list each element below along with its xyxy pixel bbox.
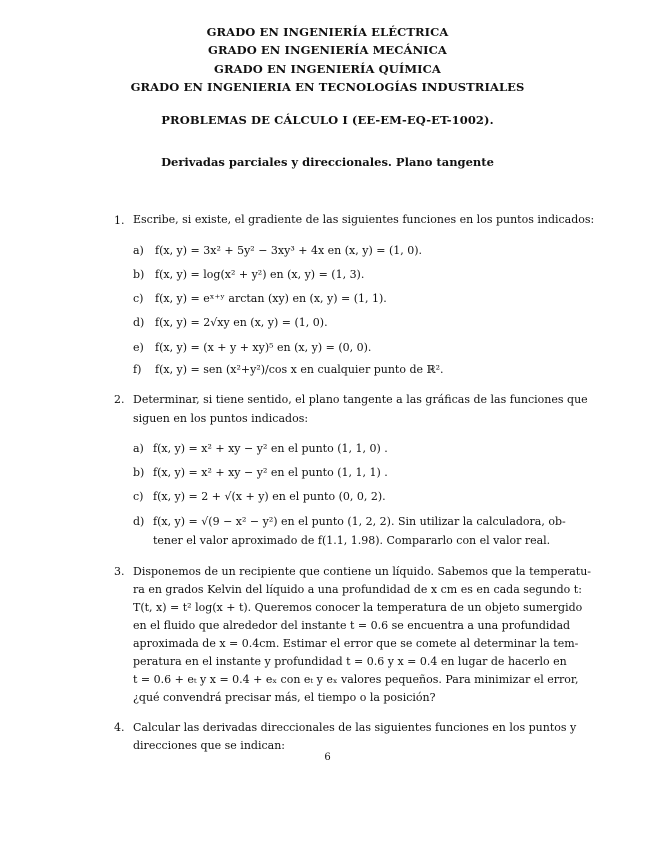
degree-title-4: GRADO EN INGENIERIA EN TECNOLOGÍAS INDUSTRIALES bbox=[130, 80, 525, 94]
problem-1-item-b-label: b) bbox=[133, 268, 145, 281]
problem-1-item-a: f(x, y) = 3x² + 5y² − 3xy³ + 4x en (x, y) = (1, 0). bbox=[155, 244, 423, 257]
degree-title-1: GRADO EN INGENIERÍA ELÉCTRICA bbox=[206, 25, 449, 39]
problem-2-item-a: f(x, y) = x² + xy − y² en el punto (1, 1, 0) . bbox=[153, 442, 388, 455]
problem-1-number: 1. bbox=[114, 214, 125, 227]
problem-1-item-c-label: c) bbox=[133, 292, 144, 305]
problem-3-line-7: t = 0.6 + eₜ y x = 0.4 + eₓ con eₜ y eₓ valores pequeños. Para minimizar el error, bbox=[133, 673, 579, 686]
problem-1-statement: Escribe, si existe, el gradiente de las siguientes funciones en los puntos indicados: bbox=[133, 213, 595, 226]
problem-2-item-d-line-1: f(x, y) = √(9 − x² − y²) en el punto (1, 2, 2). Sin utilizar la calculadora, ob- bbox=[153, 515, 566, 528]
problem-2-statement-line-2: siguen en los puntos indicados: bbox=[133, 412, 309, 425]
problem-1-item-f: f(x, y) = sen (x²+y²)/cos x en cualquier punto de ℝ². bbox=[155, 363, 444, 376]
page-number: 6 bbox=[324, 752, 331, 763]
degree-title-3: GRADO EN INGENIERÍA QUÍMICA bbox=[214, 62, 441, 76]
problem-4-number: 4. bbox=[114, 721, 125, 734]
problem-3-line-6: peratura en el instante y profundidad t = 0.6 y x = 0.4 en lugar de hacerlo en bbox=[133, 655, 567, 668]
problem-1-item-d-label: d) bbox=[133, 316, 145, 329]
problem-3-line-8: ¿qué convendrá precisar más, el tiempo o la posición? bbox=[133, 691, 436, 704]
problem-2-item-c: f(x, y) = 2 + √(x + y) en el punto (0, 0, 2). bbox=[153, 490, 386, 503]
problem-3-number: 3. bbox=[114, 565, 125, 578]
problem-1-item-e-label: e) bbox=[133, 341, 144, 354]
problem-1-item-b: f(x, y) = log(x² + y²) en (x, y) = (1, 3). bbox=[155, 268, 365, 281]
problem-2-item-d-label: d) bbox=[133, 515, 145, 528]
problem-3-line-5: aproximada de x = 0.4cm. Estimar el error que se comete al determinar la tem- bbox=[133, 637, 579, 650]
problem-2-item-c-label: c) bbox=[133, 490, 144, 503]
problem-1-item-d: f(x, y) = 2√xy en (x, y) = (1, 0). bbox=[155, 316, 328, 329]
problem-1-item-e: f(x, y) = (x + y + xy)⁵ en (x, y) = (0, 0). bbox=[155, 341, 372, 354]
degree-title-2: GRADO EN INGENIERÍA MECÁNICA bbox=[208, 43, 447, 57]
problem-4-line-1: Calcular las derivadas direccionales de las siguientes funciones en los puntos y bbox=[133, 721, 577, 734]
problem-3-line-2: ra en grados Kelvin del líquido a una profundidad de x cm es en cada segundo t: bbox=[133, 583, 582, 596]
problem-1-item-f-label: f) bbox=[133, 363, 142, 376]
problem-4-line-2: direcciones que se indican: bbox=[133, 739, 285, 752]
problem-2-item-b: f(x, y) = x² + xy − y² en el punto (1, 1, 1) . bbox=[153, 466, 388, 479]
problem-3-line-3: T(t, x) = t² log(x + t). Queremos conocer la temperatura de un objeto sumergido bbox=[133, 601, 583, 614]
problem-2-item-b-label: b) bbox=[133, 466, 145, 479]
problem-2-number: 2. bbox=[114, 393, 125, 406]
problem-2-item-d-line-2: tener el valor aproximado de f(1.1, 1.98). Compararlo con el valor real. bbox=[153, 534, 551, 547]
problem-2-statement-line-1: Determinar, si tiene sentido, el plano tangente a las gráficas de las funciones que bbox=[133, 393, 588, 406]
problem-2-item-a-label: a) bbox=[133, 442, 144, 455]
problem-1-item-c: f(x, y) = eˣ⁺ʸ arctan (xy) en (x, y) = (1, 1). bbox=[155, 292, 387, 305]
topic-title: Derivadas parciales y direccionales. Plano tangente bbox=[161, 155, 494, 169]
problem-3-line-1: Disponemos de un recipiente que contiene un líquido. Sabemos que la temperatu- bbox=[133, 565, 592, 578]
problem-1-item-a-label: a) bbox=[133, 244, 144, 257]
course-title: PROBLEMAS DE CÁLCULO I (EE-EM-EQ-ET-1002). bbox=[161, 113, 494, 127]
problem-3-line-4: en el fluido que alrededor del instante t = 0.6 se encuentra a una profundidad bbox=[133, 619, 571, 632]
